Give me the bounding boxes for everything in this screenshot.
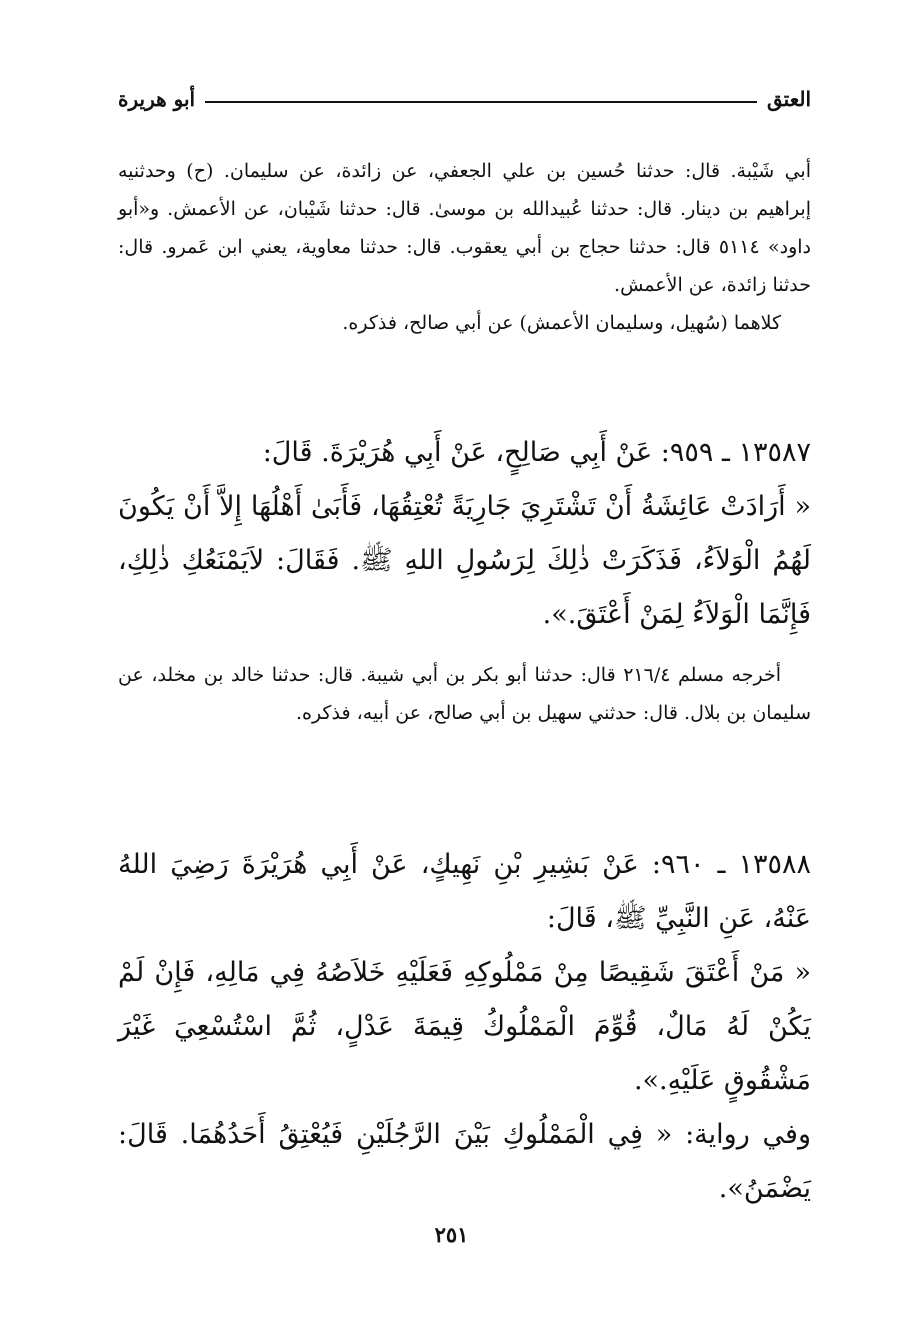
- takhrij-paragraph: كلاهما (سُهيل، وسليمان الأعمش) عن أبي صالح، فذكره.: [342, 312, 781, 334]
- takhrij-block-1: [118, 152, 811, 342]
- hadith-13588: [118, 838, 811, 1216]
- takhrij-paragraph: أخرجه مسلم ٢١٦/٤ قال: حدثنا أبو بكر بن أبي شيبة. قال: حدثنا خالد بن مخلد، عن سليمان بن بلال. قال: حدثني سهيل بن أبي صالح، عن أبيه، فذكره.: [118, 664, 811, 724]
- takhrij-block-2: [118, 656, 811, 732]
- hadith-isnad: ١٣٥٨٧ ـ ٩٥٩: عَنْ أَبِي صَالِحٍ، عَنْ أَبِي هُرَيْرَةَ. قَالَ:: [262, 437, 811, 468]
- hadith-matn: « مَنْ أَعْتَقَ شَقِيصًا مِنْ مَمْلُوكِهِ فَعَلَيْهِ خَلاَصُهُ فِي مَالِهِ، فَإِنْ لَمْ يَكُنْ لَهُ مَالٌ، قُوِّمَ الْمَمْلُوكُ قِيمَةَ عَدْلٍ، ثُمَّ اسْتُسْعِيَ غَيْرَ مَشْقُوقٍ عَلَيْهِ.».: [118, 957, 811, 1096]
- header-narrator-title: أبو هريرة: [118, 87, 196, 111]
- page-number: ٢٥١: [434, 1222, 469, 1247]
- hadith-matn: « أَرَادَتْ عَائِشَةُ أَنْ تَشْتَرِيَ جَارِيَةً تُعْتِقُهَا، فَأَبَىٰ أَهْلُهَا إِلاَّ أَنْ يَكُونَ لَهُمُ الْوَلاَءُ، فَذَكَرَتْ ذٰلِكَ لِرَسُولِ اللهِ ﷺ. فَقَالَ: لاَيَمْنَعُكِ ذٰلِكِ، فَإِنَّمَا الْوَلاَءُ لِمَنْ أَعْتَقَ.».: [118, 491, 811, 630]
- running-header: [118, 84, 811, 114]
- hadith-variant-riwaya: وفي رواية: « فِي الْمَمْلُوكِ بَيْنَ الرَّجُلَيْنِ فَيُعْتِقُ أَحَدُهُمَا. قَالَ: يَضْمَنُ».: [118, 1119, 811, 1204]
- header-rule: [205, 101, 757, 103]
- hadith-isnad: ١٣٥٨٨ ـ ٩٦٠: عَنْ بَشِيرِ بْنِ نَهِيكٍ، عَنْ أَبِي هُرَيْرَةَ رَضِيَ اللهُ عَنْهُ، عَنِ النَّبِيِّ ﷺ، قَالَ:: [118, 849, 811, 934]
- hadith-13587: [118, 426, 811, 642]
- takhrij-paragraph: أبي شَيْبة. قال: حدثنا حُسين بن علي الجعفي، عن زائدة، عن سليمان. (ح) وحدثنيه إبراهيم بن دينار. قال: حدثنا عُبيدالله بن موسىٰ. قال: حدثنا شَيْبان، عن الأعمش. و«أبو داود» ٥١١٤ قال: حدثنا حجاج بن أبي يعقوب. قال: حدثنا معاوية، يعني ابن عَمرو. قال: حدثنا زائدة، عن الأعمش.: [118, 160, 811, 296]
- header-chapter-title: العتق: [766, 87, 811, 111]
